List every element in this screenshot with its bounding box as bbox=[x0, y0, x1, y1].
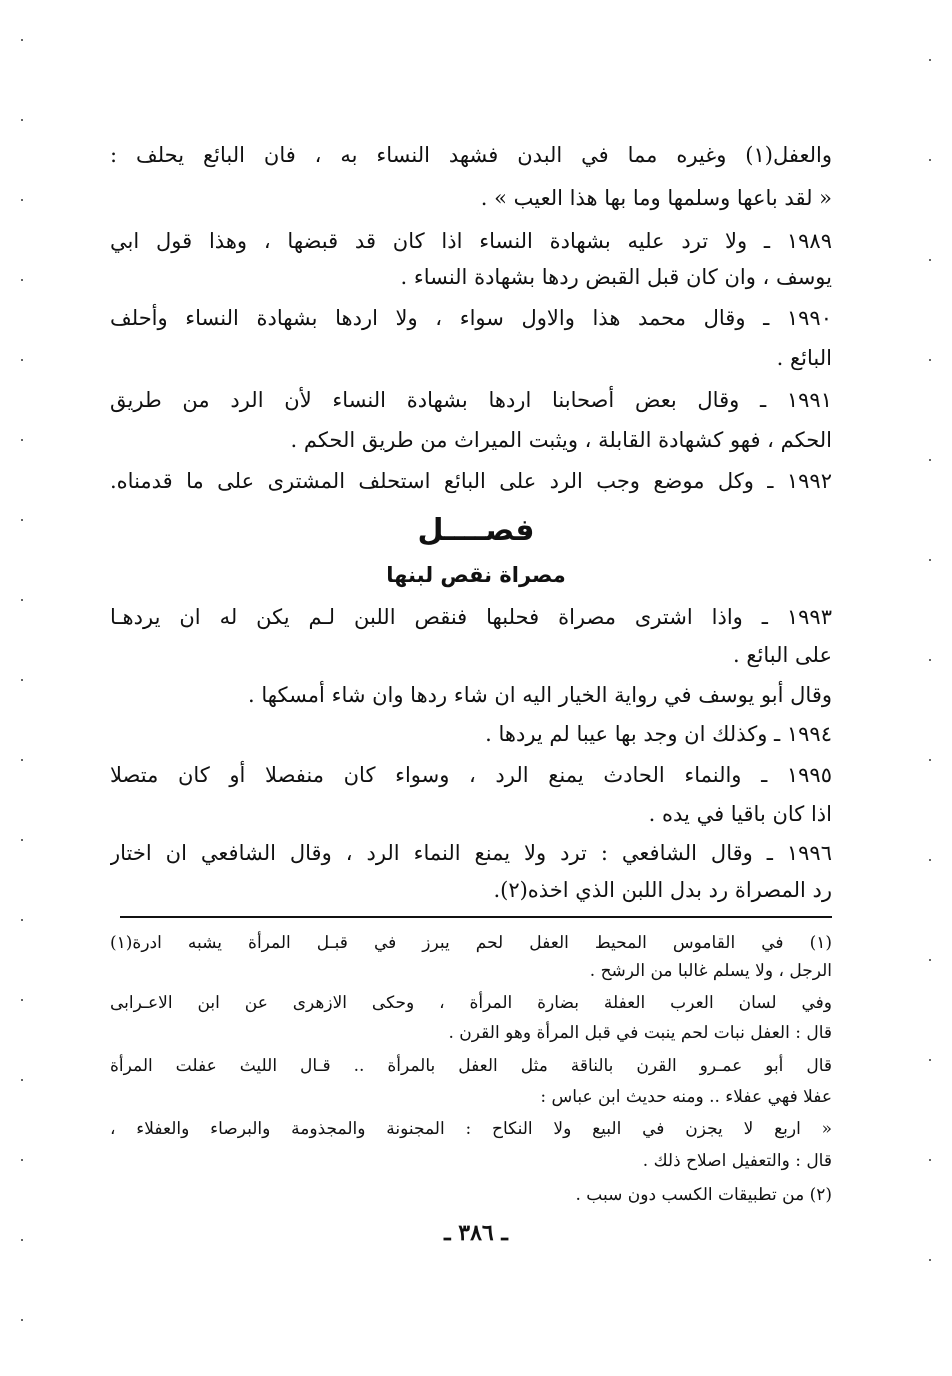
body-line-6: البائع . bbox=[776, 346, 832, 370]
footnote-line-7: « اربع لا يجزن في البيع ولا النكاح : المجنونة والمجذومة والبرصاء والعفلاء ، bbox=[110, 1119, 832, 1139]
footnote-line-9: (٢) من تطبيقات الكسب دون سبب . bbox=[575, 1185, 832, 1205]
body-line-14: ١٩٩٥ ـ والنماء الحادث يمنع الرد ، وسواء كان منفصلا أو كان متصلا bbox=[110, 763, 832, 787]
footnote-line-4: قال : العفل نبات لحم ينبت في قبل المرأة وهو القرن . bbox=[448, 1023, 832, 1043]
footnote-line-8: قال : والتعفيل اصلاح ذلك . bbox=[642, 1151, 832, 1171]
body-line-13: ١٩٩٤ ـ وكذلك ان وجد بها عيبا لم يردها . bbox=[485, 722, 832, 746]
body-line-10: ١٩٩٣ ـ واذا اشترى مصراة فحلبها فنقص اللبن لـم يكن له ان يردهـا bbox=[110, 605, 832, 629]
body-line-8: الحكم ، فهو كشهادة القابلة ، ويثبت الميراث من طريق الحكم . bbox=[290, 428, 832, 452]
body-line-1: والعفل(١) وغيره مما في البدن فشهد النساء به ، فان البائع يحلف : bbox=[110, 143, 832, 167]
body-line-16: ١٩٩٦ ـ وقال الشافعي : ترد ولا يمنع النماء الرد ، وقال الشافعي ان اختار bbox=[110, 841, 832, 865]
section-subtitle: مصراة نقص لبنها bbox=[386, 563, 566, 587]
body-line-11: على البائع . bbox=[732, 643, 832, 667]
footnote-separator bbox=[120, 916, 832, 918]
footnote-line-5: قال أبو عمـرو القرن بالناقة مثل العفل بالمرأة .. قـال الليث عفلت المرأة bbox=[110, 1056, 832, 1076]
body-line-12: وقال أبو يوسف في رواية الخيار اليه ان شاء ردها وان شاء أمسكها . bbox=[248, 683, 832, 707]
body-line-3: ١٩٨٩ ـ ولا ترد عليه بشهادة النساء اذا كان قد قبضها ، وهذا قول ابي bbox=[110, 229, 832, 253]
footnote-line-6: عفلا فهي عفلاء .. ومنه حديث ابن عباس : bbox=[540, 1087, 832, 1107]
page-number: ـ ٣٨٦ ـ bbox=[444, 1220, 508, 1246]
footnote-line-1: (١) في القاموس المحيط العفل لحم يبرز في قبـل المرأة يشبه ادرة(١) bbox=[110, 933, 832, 953]
body-line-17: رد المصراة رد بدل اللبن الذي اخذه(٢). bbox=[493, 878, 832, 902]
footnote-line-3: وفي لسان العرب العفلة بضارة المرأة ، وحكى الازهرى عن ابن الاعـرابى bbox=[110, 993, 832, 1013]
body-line-5: ١٩٩٠ ـ وقال محمد هذا والاول سواء ، ولا اردها بشهادة النساء وأحلف bbox=[110, 306, 832, 330]
body-line-2: « لقد باعها وسلمها وما بها هذا العيب » . bbox=[480, 186, 832, 210]
body-line-15: اذا كان باقيا في يده . bbox=[648, 802, 832, 826]
section-title: فصــــل bbox=[417, 513, 535, 548]
footnote-line-2: الرجل ، ولا يسلم غالبا من الرشح . bbox=[589, 961, 832, 981]
body-line-4: يوسف ، وان كان قبل القبض ردها بشهادة النساء . bbox=[400, 265, 832, 289]
body-line-7: ١٩٩١ ـ وقال بعض أصحابنا اردها بشهادة النساء لأن الرد من طريق bbox=[110, 388, 832, 412]
body-line-9: ١٩٩٢ ـ وكل موضع وجب الرد على البائع استحلف المشترى على ما قدمناه. bbox=[110, 469, 832, 493]
